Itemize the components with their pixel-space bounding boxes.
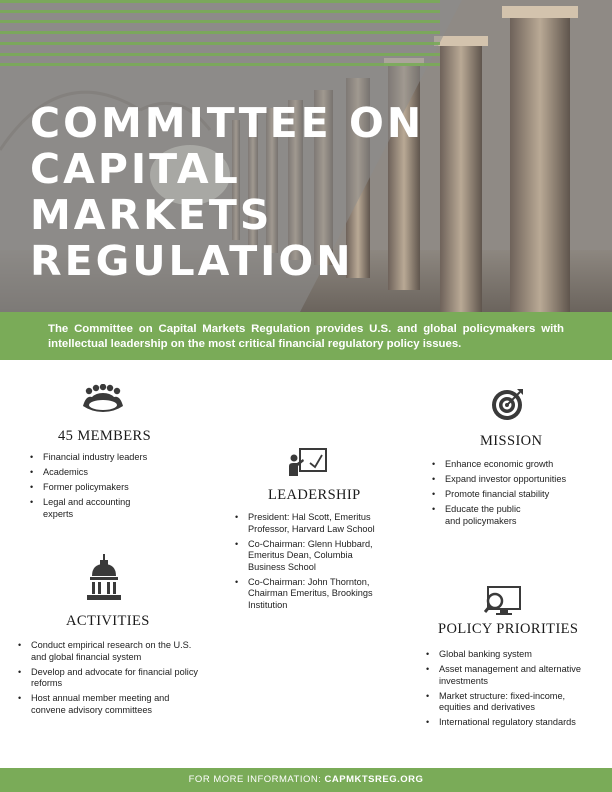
title-line: CAPITAL <box>30 145 241 193</box>
intro-text: The Committee on Capital Markets Regulation provides U.S. and global policymakers with intellectual leadership on the most critical financial regulatory policy issues. <box>48 323 564 350</box>
policy-section <box>424 649 596 732</box>
activities-section <box>16 640 201 720</box>
title-line: COMMITTEE ON <box>30 99 425 147</box>
list-item: • International regulatory standards <box>424 717 596 729</box>
leadership-heading-wrap <box>268 487 388 504</box>
list-item: • Develop and advocate for financial policy reforms <box>16 667 201 690</box>
mission-heading-wrap <box>480 433 580 450</box>
website-link[interactable]: CAPMKTSREG.ORG <box>324 774 424 785</box>
monitor-search-icon <box>484 586 522 618</box>
members-list <box>28 452 168 520</box>
capitol-icon <box>86 554 122 600</box>
title-line: MARKETS <box>30 191 273 239</box>
activities-heading-wrap <box>66 613 186 630</box>
list-item: • Enhance economic growth <box>430 459 595 471</box>
list-item: • Academics <box>28 467 168 479</box>
intro-band <box>0 312 612 360</box>
activities-list <box>16 640 201 716</box>
list-item: • Expand investor opportunities <box>430 474 595 486</box>
list-item: • President: Hal Scott, Emeritus Professor, Harvard Law School <box>233 512 378 535</box>
policy-heading: POLICY PRIORITIES <box>438 621 579 637</box>
activities-heading: ACTIVITIES <box>66 613 150 629</box>
list-item: • Co-Chairman: John Thornton, Chairman Emeritus, Brookings Institution <box>233 577 378 612</box>
mission-section <box>430 459 595 531</box>
target-icon <box>490 386 526 422</box>
list-item: • Former policymakers <box>28 482 168 494</box>
members-heading: 45 MEMBERS <box>58 428 152 444</box>
list-item: • Market structure: fixed-income, equities and derivatives <box>424 691 579 714</box>
list-item: • Educate the public and policymakers <box>430 504 535 527</box>
policy-heading-wrap <box>438 621 588 638</box>
mission-heading: MISSION <box>480 433 543 449</box>
list-item: • Conduct empirical research on the U.S. and global financial system <box>16 640 201 663</box>
leadership-list <box>233 512 378 611</box>
list-item: • Legal and accounting experts <box>28 497 143 520</box>
title-line: REGULATION <box>30 237 354 285</box>
presentation-icon <box>288 447 328 477</box>
list-item: • Co-Chairman: Glenn Hubbard, Emeritus Dean, Columbia Business School <box>233 539 378 574</box>
members-heading-wrap <box>58 428 178 445</box>
list-item: • Host annual member meeting and convene advisory committees <box>16 693 201 716</box>
list-item: • Financial industry leaders <box>28 452 168 464</box>
hero-banner <box>0 0 612 312</box>
footer-label: FOR MORE INFORMATION: <box>188 774 325 785</box>
leadership-heading: LEADERSHIP <box>268 487 361 503</box>
members-section <box>28 452 168 524</box>
list-item: • Asset management and alternative investments <box>424 664 596 687</box>
footer-bar <box>0 768 612 792</box>
page-title <box>30 100 424 284</box>
group-icon <box>82 384 124 414</box>
leadership-section <box>233 512 378 615</box>
mission-list <box>430 459 595 527</box>
policy-list <box>424 649 596 729</box>
list-item: • Promote financial stability <box>430 489 595 501</box>
list-item: • Global banking system <box>424 649 596 661</box>
